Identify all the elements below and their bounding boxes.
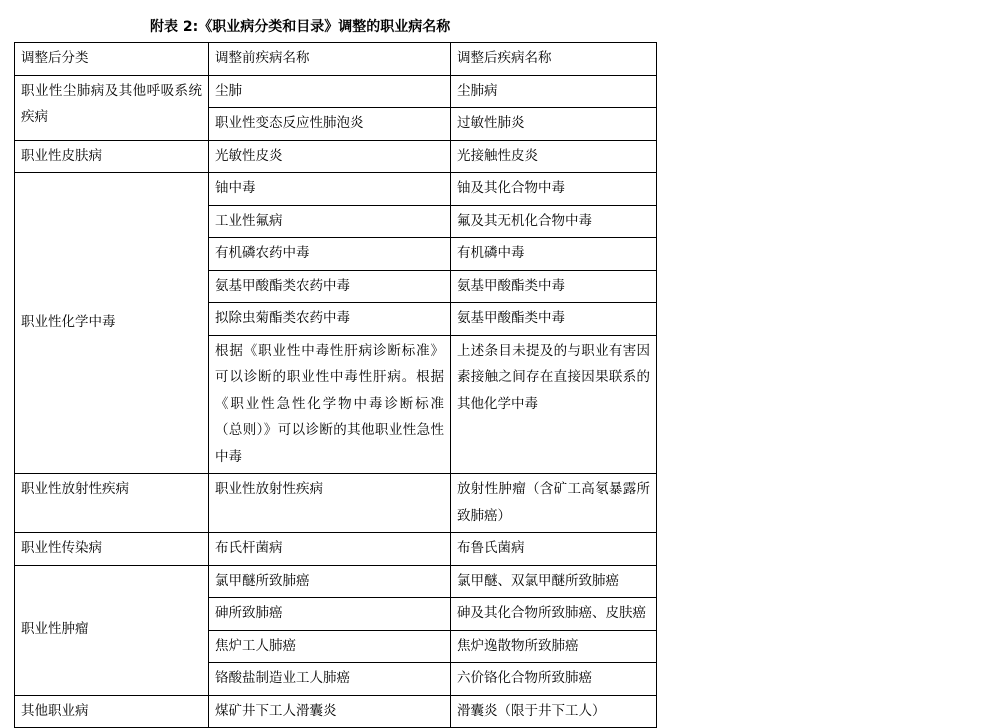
before-name-cell: 砷所致肺癌 [209,598,451,631]
before-name-cell: 焦炉工人肺癌 [209,630,451,663]
before-name-cell: 氯甲醚所致肺癌 [209,565,451,598]
after-name-cell: 过敏性肺炎 [451,108,657,141]
after-name-cell: 氯甲醚、双氯甲醚所致肺癌 [451,565,657,598]
after-name-cell: 氨基甲酸酯类中毒 [451,270,657,303]
table-row [15,695,657,728]
after-name-cell: 铀及其化合物中毒 [451,173,657,206]
category-cell: 职业性皮肤病 [15,140,209,173]
after-name-cell: 氨基甲酸酯类中毒 [451,303,657,336]
category-cell: 职业性传染病 [15,533,209,566]
before-name-cell: 煤矿井下工人滑囊炎 [209,695,451,728]
table-row [15,173,657,206]
before-name-cell: 职业性放射性疾病 [209,474,451,533]
column-header-after: 调整后疾病名称 [451,43,657,76]
after-name-cell: 光接触性皮炎 [451,140,657,173]
disease-adjustment-table [14,42,657,728]
table-row [15,533,657,566]
before-name-cell: 铀中毒 [209,173,451,206]
before-name-cell: 工业性氟病 [209,205,451,238]
category-cell: 职业性尘肺病及其他呼吸系统疾病 [15,75,209,140]
before-name-cell: 有机磷农药中毒 [209,238,451,271]
table-row [15,140,657,173]
table-row [15,565,657,598]
table-row [15,75,657,108]
before-name-cell: 光敏性皮炎 [209,140,451,173]
after-name-cell: 布鲁氏菌病 [451,533,657,566]
before-name-cell: 布氏杆菌病 [209,533,451,566]
category-cell: 其他职业病 [15,695,209,728]
after-name-cell: 放射性肿瘤（含矿工高氡暴露所致肺癌） [451,474,657,533]
table-header-row [15,43,657,76]
after-name-cell: 有机磷中毒 [451,238,657,271]
column-header-before: 调整前疾病名称 [209,43,451,76]
table-row [15,474,657,533]
after-name-cell: 六价铬化合物所致肺癌 [451,663,657,696]
before-name-cell: 铬酸盐制造业工人肺癌 [209,663,451,696]
after-name-cell: 焦炉逸散物所致肺癌 [451,630,657,663]
before-name-cell: 职业性变态反应性肺泡炎 [209,108,451,141]
column-header-category: 调整后分类 [15,43,209,76]
after-name-cell: 滑囊炎（限于井下工人） [451,695,657,728]
after-name-cell: 砷及其化合物所致肺癌、皮肤癌 [451,598,657,631]
before-name-cell: 拟除虫菊酯类农药中毒 [209,303,451,336]
before-name-cell: 根据《职业性中毒性肝病诊断标准》可以诊断的职业性中毒性肝病。根据《职业性急性化学物中毒诊断标准（总则）》可以诊断的其他职业性急性中毒 [209,335,451,474]
after-name-cell: 尘肺病 [451,75,657,108]
category-cell: 职业性肿瘤 [15,565,209,695]
after-name-cell: 氟及其无机化合物中毒 [451,205,657,238]
category-cell: 职业性化学中毒 [15,173,209,474]
after-name-cell: 上述条目未提及的与职业有害因素接触之间存在直接因果联系的其他化学中毒 [451,335,657,474]
before-name-cell: 氨基甲酸酯类农药中毒 [209,270,451,303]
document-title: 附表 2:《职业病分类和目录》调整的职业病名称 [150,19,451,35]
category-cell: 职业性放射性疾病 [15,474,209,533]
before-name-cell: 尘肺 [209,75,451,108]
